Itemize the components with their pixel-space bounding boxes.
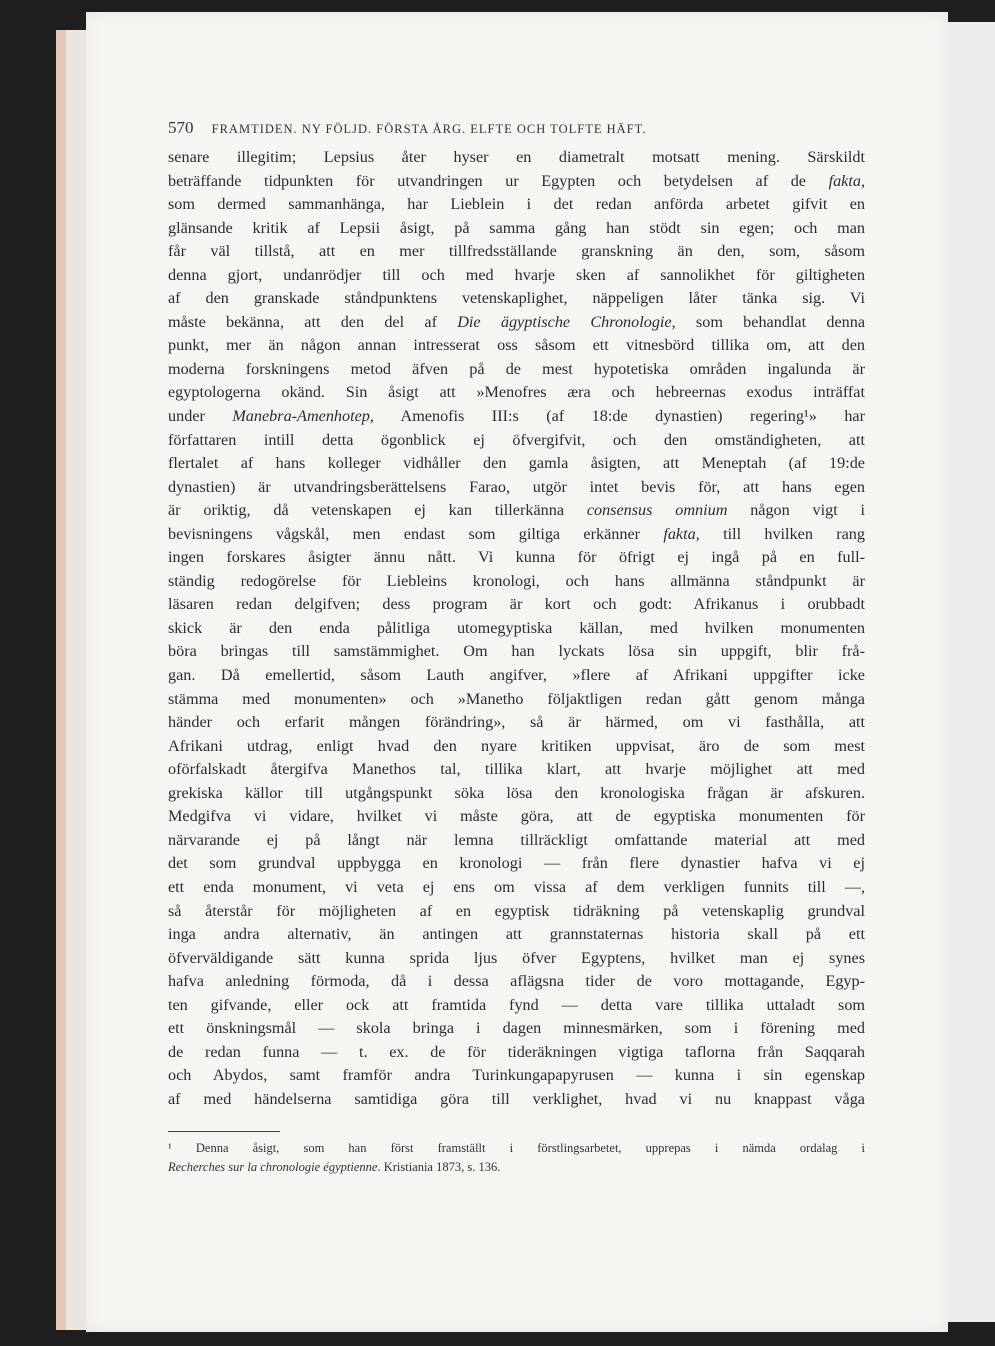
text-line: hafva anledning förmoda, då i dessa aflägsna tider de voro mottagande, Egyp- [168,972,865,991]
text-line: så återstår för möjligheten af en egyptisk tidräkning på vetenskaplig grundval [168,901,865,920]
text-line: af den granskade ståndpunktens vetenskaplighet, näppeligen låter tänka sig. Vi [168,289,865,308]
text-line: oförfalskadt återgifva Manethos tal, tillika klart, att hvarje möjlighet att med [168,760,865,779]
text-line: flertalet af hans kolleger vidhåller den gamla åsigten, att Meneptah (af 19:de [168,454,865,473]
text-line: måste bekänna, att den del af Die ägyptische Chronologie, som behandlat denna [168,312,865,331]
text-line: ett önskningsmål — skola bringa i dagen minnesmärken, som i förening med [168,1019,865,1038]
body-text [168,146,865,1111]
text-line: inga andra alternativ, än antingen att grannstaternas historia skall på ett [168,925,865,944]
page-stack-edge-inner [66,30,86,1330]
text-line: öfverväldigande sätt kunna sprida ljus öfver Egyptens, hvilket man ej synes [168,948,865,967]
text-line: stämma med monumenten» och »Manetho följaktligen redan gått genom många [168,689,865,708]
text-line: glänsande kritik af Lepsii åsigt, på samma gång han stödt sin egen; och man [168,218,865,237]
text-line: det som grundval uppbygga en kronologi — från flere dynastier hafva vi ej [168,854,865,873]
text-line: författaren intill detta ögonblick ej öfvergifvit, och den omständigheten, att [168,430,865,449]
text-line: punkt, mer än någon annan intresserat oss såsom ett vitnesbörd tillika om, att den [168,336,865,355]
text-line: närvarande ej på långt när lemna tillräckligt omfattande material att med [168,830,865,849]
text-line: grekiska källor till utgångspunkt söka lösa den kronologiska frågan är afskuren. [168,783,865,802]
footnote-line: Recherches sur la chronologie égyptienne. Kristiania 1873, s. 136. [168,1160,501,1174]
text-line: de redan funna — t. ex. de för tideräkningen vigtiga taflorna från Saqqarah [168,1042,865,1061]
text-line: Medgifva vi vidare, hvilket vi måste göra, att de egyptiska monumenten för [168,807,865,826]
text-line: ten gifvande, eller ock att framtida fynd — detta vare tillika uttaladt som [168,995,865,1014]
text-line: denna gjort, undanrödjer till och med hvarje sken af sannolikhet för giltigheten [168,265,865,284]
text-line: senare illegitim; Lepsius åter hyser en diametralt motsatt mening. Särskildt [168,148,865,166]
text-line: är oriktig, då vetenskapen ej kan tillerkänna consensus omnium någon vigt i [168,501,865,520]
text-line: under Manebra-Amenhotep, Amenofis III:s (af 18:de dynastien) regering¹» har [168,407,865,426]
running-header [168,118,868,138]
text-line: skick är den enda pålitliga utomegyptiska källan, med hvilken monumenten [168,618,865,637]
text-line: bevisningens vågskål, men endast som giltiga erkänner fakta, till hvilken rang [168,524,865,543]
text-line: och Abydos, samt framför andra Turinkungapapyrusen — kunna i sin egenskap [168,1066,865,1085]
text-line: läsaren redan delgifven; dess program är kort och godt: Afrikanus i orubbadt [168,595,865,614]
text-line: ingen forskares åsigter ännu nått. Vi kunna för öfrigt ej ingå på en full- [168,548,865,567]
text-line: ett enda monument, vi veta ej ens om vissa af dem verkligen funnits till —, [168,877,865,896]
text-line: moderna forskningens metod äfven på de mest hypotetiska områden ingalunda är [168,359,865,378]
footnote-rule [168,1131,280,1132]
running-title: FRAMTIDEN. NY FÖLJD. FÖRSTA ÅRG. ELFTE OCH TOLFTE HÄFT. [211,122,647,136]
text-line: böra bringas till samstämmighet. Om han lyckats lösa sin uppgift, blir frå- [168,642,865,661]
footnote [168,1139,865,1177]
text-line: beträffande tidpunkten för utvandringen ur Egypten och betydelsen af de fakta, [168,171,865,190]
text-line: händer och erfarit mången förändring», så är härmed, om vi fasthålla, att [168,713,865,732]
text-line: gan. Då emellertid, såsom Lauth angifver, »flere af Afrikani uppgifter icke [168,666,865,685]
footnote-line: ¹ Denna åsigt, som han först framställt i förstlingsarbetet, upprepas i nämda ordalag i [168,1141,865,1155]
text-line: af med händelserna samtidiga göra till verklighet, hvad vi nu knappast våga [168,1089,865,1108]
text-line: dynastien) är utvandringsberättelsens Farao, utgör intet bevis för, att hans egen [168,477,865,496]
page-number: 570 [168,118,194,137]
text-line: får väl tillstå, att en mer tillfredsställande granskning än den, som, såsom [168,242,865,261]
text-line: egyptologerna okänd. Sin åsigt att »Menofres æra och hebreernas exodus inträffat [168,383,865,402]
text-line: Afrikani utdrag, enligt hvad den nyare kritiken uppvisat, äro de som mest [168,736,865,755]
text-line: ständig redogörelse för Liebleins kronologi, och hans allmänna ståndpunkt är [168,571,865,590]
facing-page-edge [948,22,995,1322]
text-line: som dermed sammanhänga, har Lieblein i det redan anförda arbetet gifvit en [168,195,865,214]
